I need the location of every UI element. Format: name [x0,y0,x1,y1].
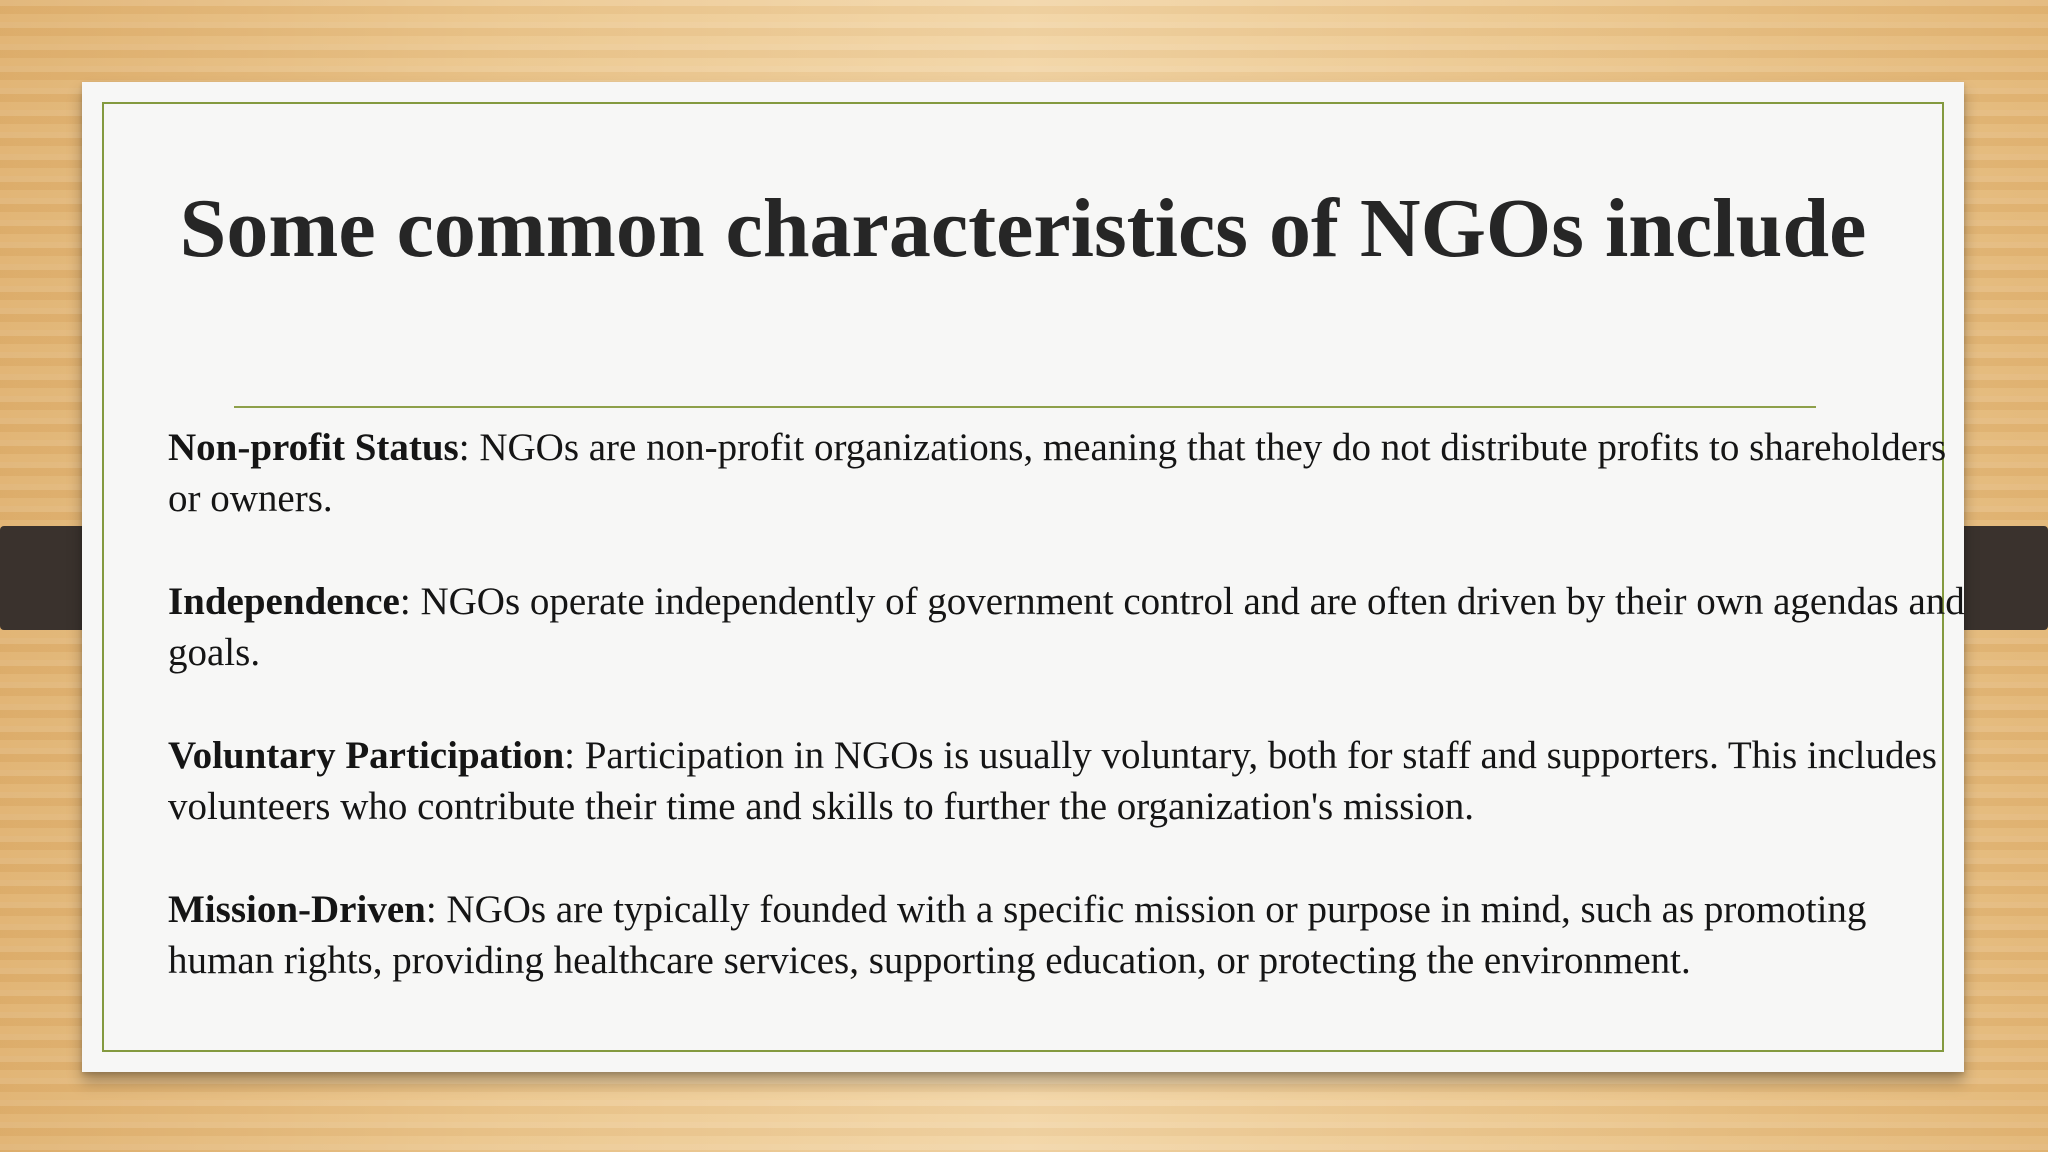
slide-card [82,82,1964,1072]
characteristic-description: : Participation in NGOs is usually voluntary, both for staff and supporters. This includes volunteers who contribute their time and skills to further the organization's mission. [168,734,1937,828]
characteristic-voluntary-participation [168,730,1968,832]
slide-title: Some common characteristics of NGOs include [179,182,1867,275]
characteristic-term: Voluntary Participation [168,734,565,777]
characteristic-non-profit-status [168,422,1968,524]
slide-body [168,422,1968,1038]
characteristic-independence [168,576,1968,678]
characteristic-term: Non-profit Status [168,426,459,469]
characteristic-mission-driven [168,884,1968,986]
characteristic-term: Independence [168,580,400,623]
characteristic-description: : NGOs are typically founded with a specific mission or purpose in mind, such as promoting human rights, providing healthcare services, supporting education, or protecting the environment. [168,888,1867,982]
title-divider [234,406,1816,408]
characteristic-description: : NGOs are non-profit organizations, meaning that they do not distribute profits to shareholders or owners. [168,426,1947,520]
characteristic-term: Mission-Driven [168,888,426,931]
characteristic-description: : NGOs operate independently of government control and are often driven by their own agendas and goals. [168,580,1965,674]
